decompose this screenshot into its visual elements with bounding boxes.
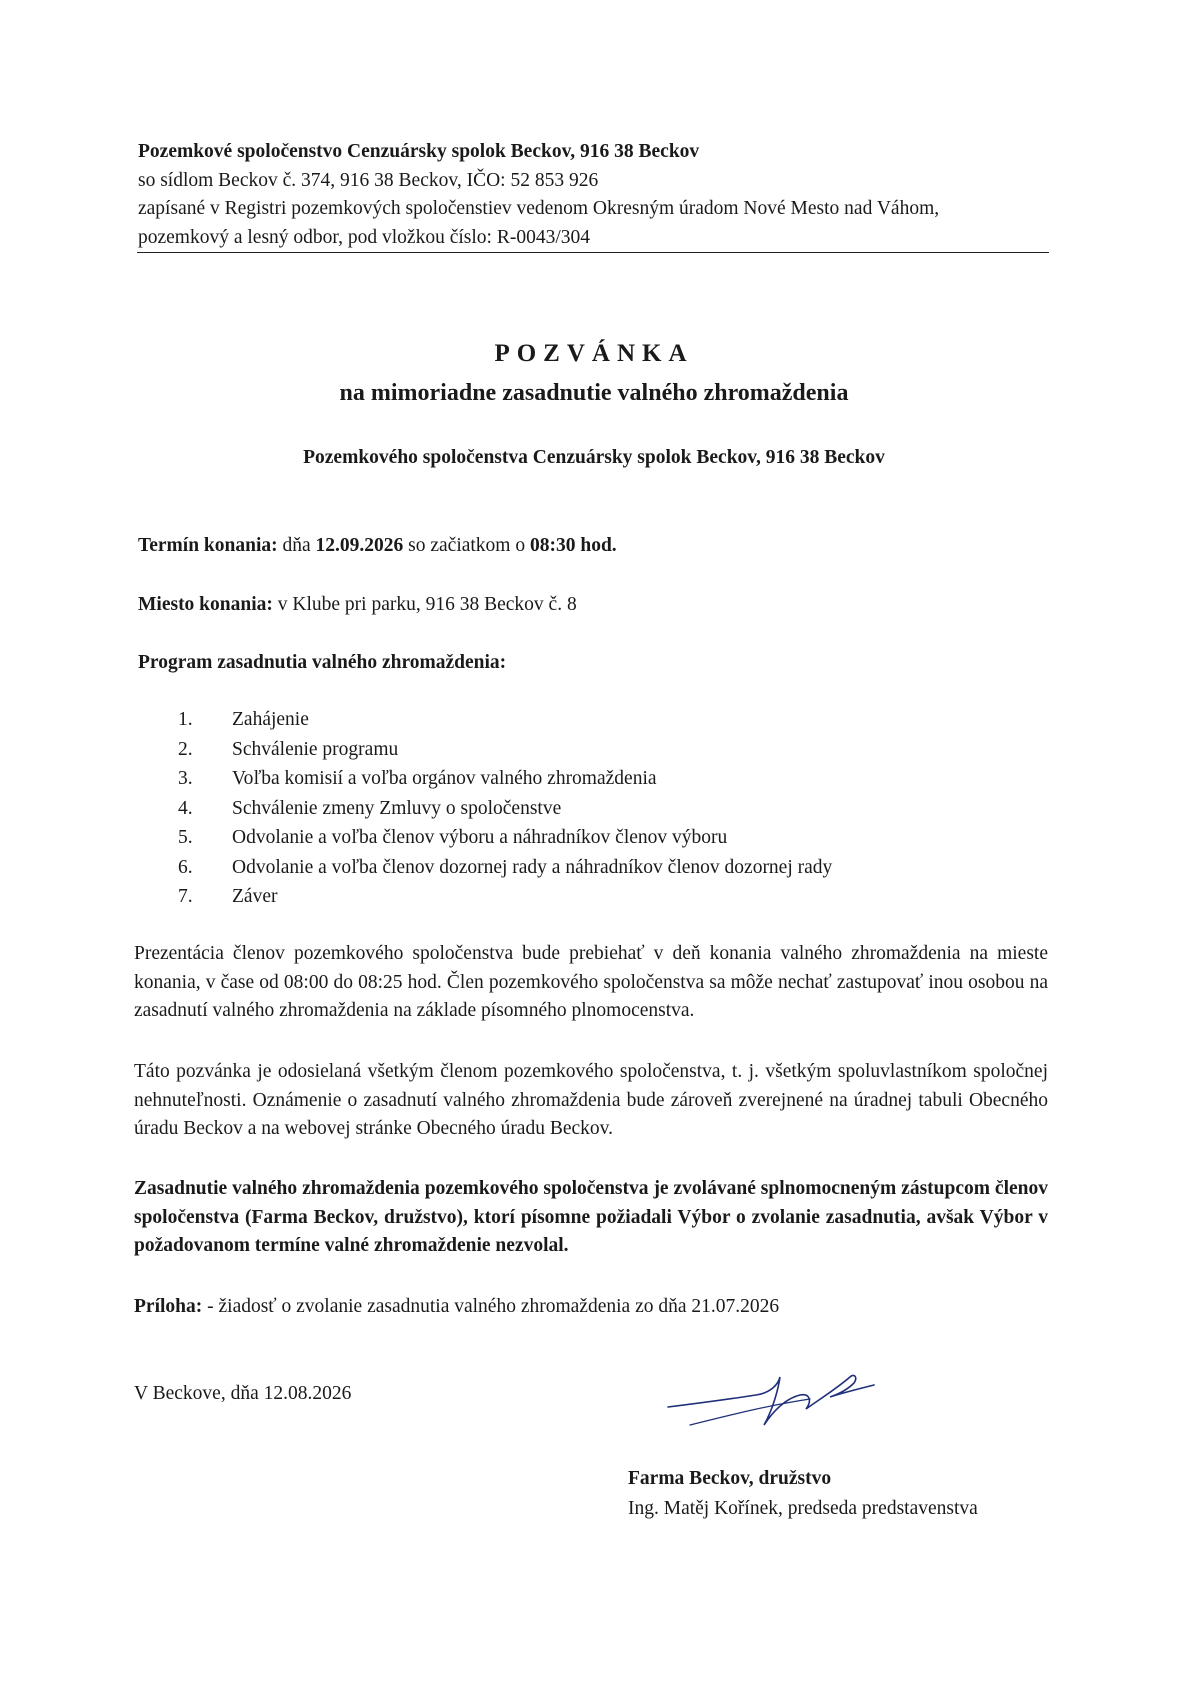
list-item: 7. Záver (178, 886, 278, 907)
meeting-date-value: 12.09.2026 (315, 535, 404, 556)
registry-line-1: zapísané v Registri pozemkových spoločenstiev vedenom Okresným úradom Nové Mesto nad Váhom, (138, 198, 940, 219)
convocation-paragraph: Zasadnutie valného zhromaždenia pozemkového spoločenstva je zvolávané splnomocneným zástupcom členov spoločenstva (Farma Beckov, družstvo), ktorí písomne požiadali Výbor o zvolanie zasadnutia, avšak Výbor v požadovanom termíne valné zhromaždenie nezvolal. (134, 1178, 1048, 1256)
program-heading: Program zasadnutia valného zhromaždenia: (138, 652, 507, 673)
document-subtitle-organization: Pozemkového spoločenstva Cenzuársky spolok Beckov, 916 38 Beckov (303, 447, 885, 468)
handwritten-signature (660, 1355, 890, 1445)
attachment-line (134, 1296, 779, 1318)
org-name: Pozemkové spoločenstvo Cenzuársky spolok Beckov, 916 38 Beckov (138, 141, 700, 162)
list-item: 5. Odvolanie a voľba členov výboru a náhradníkov členov výboru (178, 827, 728, 848)
program-list (178, 705, 832, 912)
meeting-date-middle: so začiatkom o (408, 535, 526, 556)
invitation-paragraph: Táto pozvánka je odosielaná všetkým členom pozemkového spoločenstva, t. j. všetkým spoluvlastníkom spoločnej nehnuteľnosti. Oznámenie o zasadnutí valného zhromaždenia bude zároveň zverejnené na úradnej tabuli Obecného úradu Beckov a na webovej stránke Obecného úradu Beckov. (134, 1061, 1048, 1139)
signer-organization: Farma Beckov, družstvo (628, 1468, 832, 1489)
attachment-value: - žiadosť o zvolanie zasadnutia valného zhromaždenia zo dňa 21.07.2026 (207, 1296, 780, 1317)
attachment-label: Príloha: (134, 1296, 203, 1317)
list-item: 2. Schválenie programu (178, 738, 399, 760)
meeting-place-label: Miesto konania: (138, 594, 273, 615)
document-title: POZVÁNKA (494, 340, 694, 367)
presentation-paragraph: Prezentácia členov pozemkového spoločenstva bude prebiehať v deň konania valného zhromaždenia na mieste konania, v čase od 08:00 do 08:25 hod. Člen pozemkového spoločenstva sa môže nechať zastupovať inou osobou na zasadnutí valného zhromaždenia na základe písomného plnomocenstva. (134, 943, 1048, 1021)
meeting-date-line (138, 535, 617, 557)
registry-line-2: pozemkový a lesný odbor, pod vložkou číslo: R-0043/304 (138, 226, 590, 248)
meeting-place-line (138, 594, 577, 616)
meeting-place-value: v Klube pri parku, 916 38 Beckov č. 8 (277, 594, 577, 615)
org-seat: so sídlom Beckov č. 374, 916 38 Beckov, IČO: 52 853 926 (138, 169, 599, 191)
letterhead (138, 138, 1050, 252)
document-subtitle: na mimoriadne zasadnutie valného zhromaždenia (339, 380, 849, 406)
place-and-date: V Beckove, dňa 12.08.2026 (134, 1383, 352, 1404)
meeting-date-prefix: dňa (282, 535, 311, 556)
meeting-time-value: 08:30 hod. (529, 535, 617, 556)
list-item: 4. Schválenie zmeny Zmluvy o spoločenstve (178, 797, 562, 819)
list-item: 1. Zahájenie (178, 709, 309, 730)
signer-person: Ing. Matěj Kořínek, predseda predstavenstva (628, 1498, 978, 1519)
meeting-date-label: Termín konania: (138, 535, 278, 556)
header-divider (137, 252, 1049, 253)
list-item: 6. Odvolanie a voľba členov dozornej rady a náhradníkov členov dozornej rady (178, 856, 833, 878)
list-item: 3. Voľba komisií a voľba orgánov valného zhromaždenia (178, 768, 657, 789)
signer-block (628, 1464, 978, 1524)
